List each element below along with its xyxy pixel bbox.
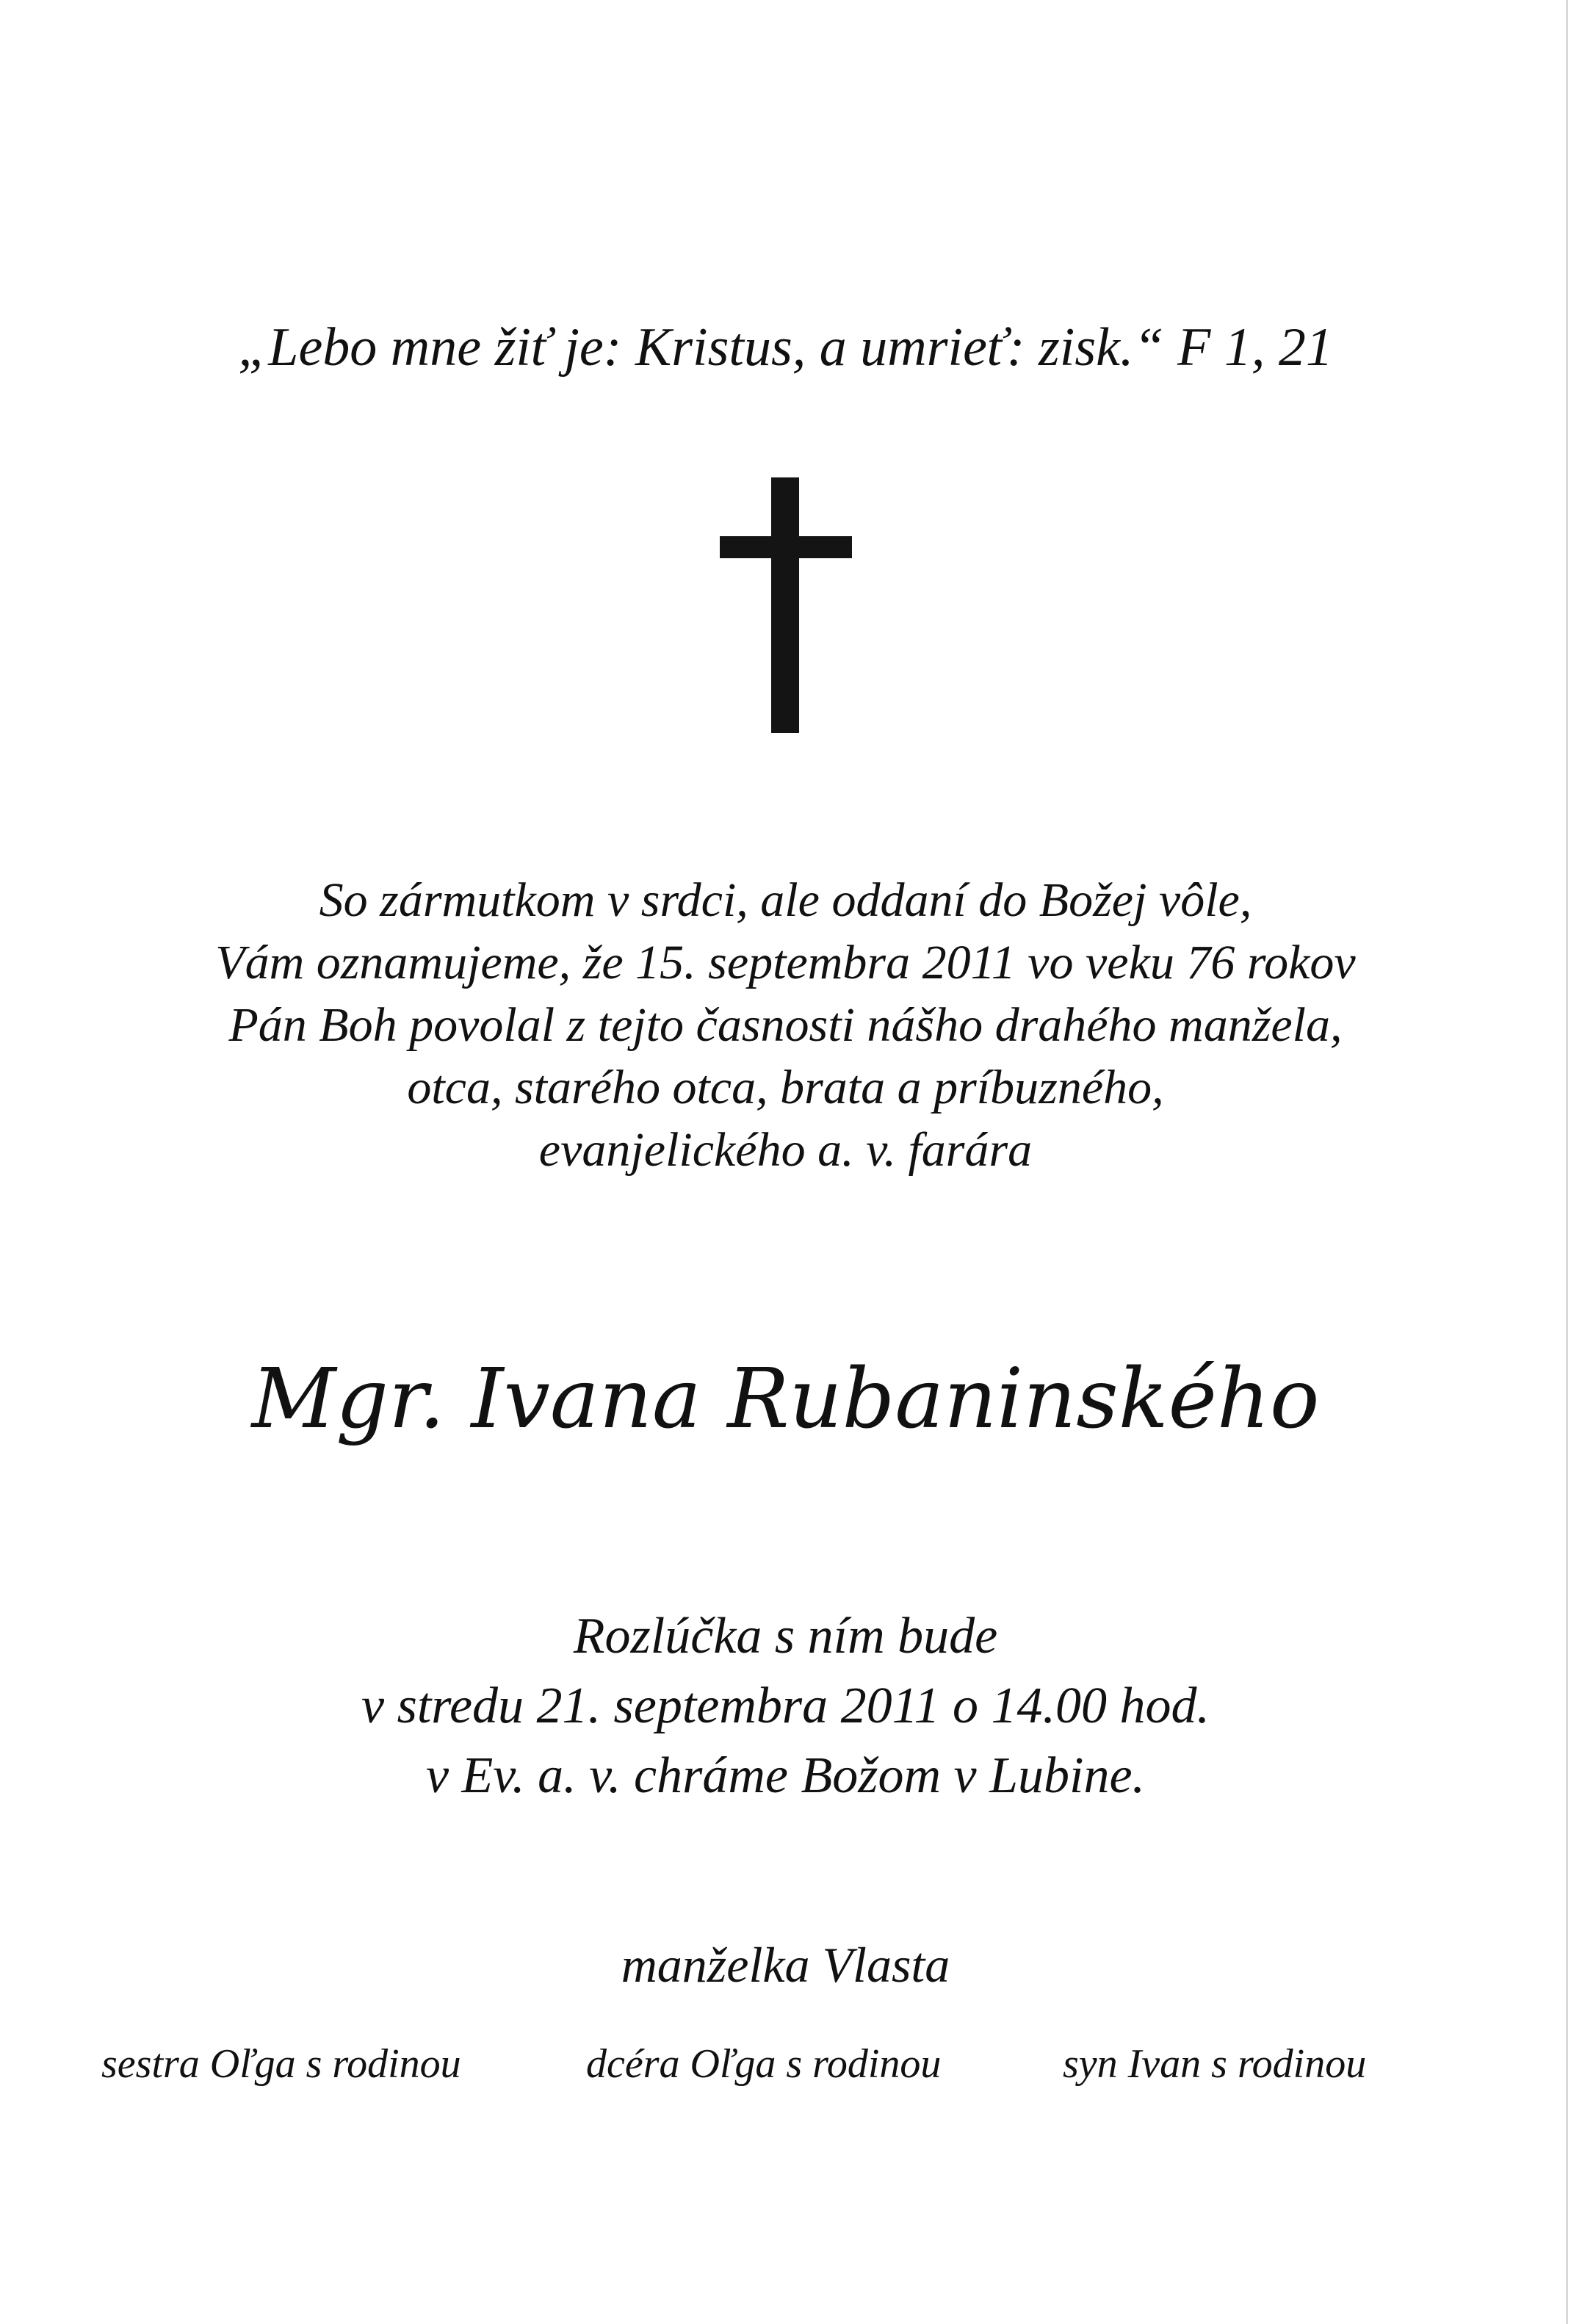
relatives-signatures bbox=[0, 2035, 1571, 2093]
announcement-line: otca, starého otca, brata a príbuzného, bbox=[407, 1061, 1164, 1114]
announcement-line: Pán Boh povolal z tejto časnosti nášho drahého manžela, bbox=[228, 998, 1343, 1052]
bible-verse: „Lebo mne žiť je: Kristus, a umrieť: zisk.“ F 1, 21 bbox=[238, 317, 1333, 378]
farewell-info bbox=[0, 1601, 1571, 1811]
relative-signature: syn Ivan s rodinou bbox=[1063, 2041, 1367, 2087]
farewell-line: Rozlúčka s ním bude bbox=[573, 1608, 998, 1664]
deceased-name: Mgr. Ivana Rubaninského bbox=[251, 1352, 1320, 1447]
announcement-line: Vám oznamujeme, že 15. septembra 2011 vo veku 76 rokov bbox=[215, 936, 1356, 989]
relative-signature: sestra Oľga s rodinou bbox=[101, 2041, 461, 2087]
farewell-line: v stredu 21. septembra 2011 o 14.00 hod. bbox=[361, 1678, 1210, 1734]
death-announcement bbox=[0, 869, 1571, 1181]
announcement-line: evanjelického a. v. farára bbox=[538, 1123, 1033, 1177]
farewell-line: v Ev. a. v. chráme Božom v Lubine. bbox=[425, 1747, 1146, 1804]
relative-signature: dcéra Oľga s rodinou bbox=[586, 2041, 942, 2087]
announcement-line: So zármutkom v srdci, ale oddaní do Božej vôle, bbox=[319, 873, 1252, 927]
spouse-signature: manželka Vlasta bbox=[621, 1937, 950, 1993]
